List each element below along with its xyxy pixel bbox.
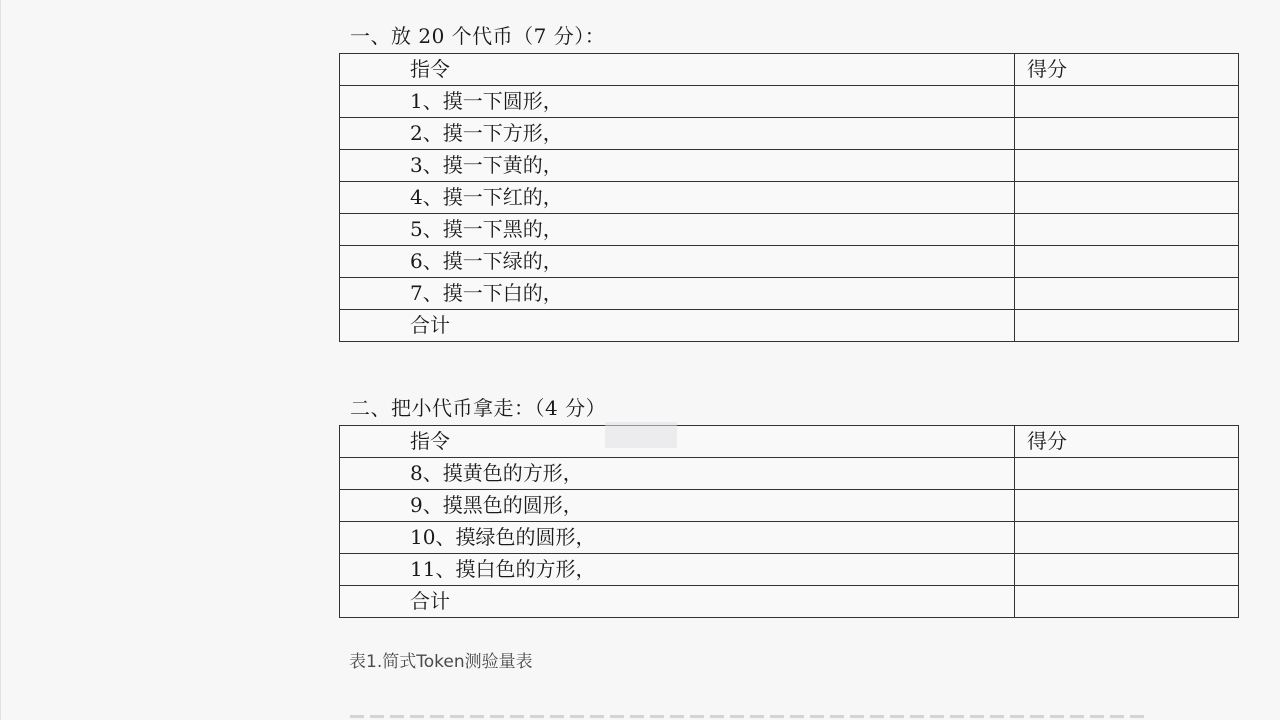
score-cell[interactable]	[1015, 458, 1239, 490]
total-label-cell: 合计	[340, 310, 1015, 342]
section-2-table	[339, 425, 1239, 618]
table-row	[340, 182, 1239, 214]
score-cell[interactable]	[1015, 490, 1239, 522]
total-row	[340, 310, 1239, 342]
table-row	[340, 554, 1239, 586]
score-cell[interactable]	[1015, 246, 1239, 278]
table-row	[340, 458, 1239, 490]
header-command-cell: 指令	[340, 426, 1015, 458]
score-cell[interactable]	[1015, 278, 1239, 310]
cropped-paragraph	[350, 712, 1150, 720]
command-cell: 9、摸黑色的圆形，	[340, 490, 1015, 522]
section-1-title: 一、放 20 个代币（7 分）：	[350, 24, 606, 48]
table-row	[340, 150, 1239, 182]
command-cell: 2、摸一下方形，	[340, 118, 1015, 150]
table-row	[340, 86, 1239, 118]
score-cell[interactable]	[1015, 522, 1239, 554]
table-row	[340, 214, 1239, 246]
command-cell: 1、摸一下圆形，	[340, 86, 1015, 118]
total-label-cell: 合计	[340, 586, 1015, 618]
table-caption: 表1.简式Token测验量表	[349, 652, 533, 672]
score-cell[interactable]	[1015, 554, 1239, 586]
total-score-cell[interactable]	[1015, 586, 1239, 618]
total-row	[340, 586, 1239, 618]
score-cell[interactable]	[1015, 86, 1239, 118]
table-row	[340, 490, 1239, 522]
cropped-text-line	[350, 715, 1150, 718]
command-cell: 7、摸一下白的，	[340, 278, 1015, 310]
table-header-row	[340, 426, 1239, 458]
total-score-cell[interactable]	[1015, 310, 1239, 342]
table-row	[340, 118, 1239, 150]
score-cell[interactable]	[1015, 182, 1239, 214]
command-cell: 10、摸绿色的圆形，	[340, 522, 1015, 554]
command-cell: 5、摸一下黑的，	[340, 214, 1015, 246]
scan-smudge	[605, 422, 677, 448]
page-edge	[0, 0, 1, 720]
score-cell[interactable]	[1015, 150, 1239, 182]
command-cell: 8、摸黄色的方形，	[340, 458, 1015, 490]
section-2-title: 二、把小代币拿走：（4 分）	[350, 396, 607, 420]
score-cell[interactable]	[1015, 118, 1239, 150]
section-1-table	[339, 53, 1239, 342]
command-cell: 6、摸一下绿的，	[340, 246, 1015, 278]
table-row	[340, 522, 1239, 554]
table-header-row	[340, 54, 1239, 86]
table-row	[340, 278, 1239, 310]
command-cell: 3、摸一下黄的，	[340, 150, 1015, 182]
header-score-cell: 得分	[1015, 54, 1239, 86]
header-command-cell: 指令	[340, 54, 1015, 86]
header-score-cell: 得分	[1015, 426, 1239, 458]
command-cell: 11、摸白色的方形，	[340, 554, 1015, 586]
command-cell: 4、摸一下红的，	[340, 182, 1015, 214]
score-cell[interactable]	[1015, 214, 1239, 246]
table-row	[340, 246, 1239, 278]
